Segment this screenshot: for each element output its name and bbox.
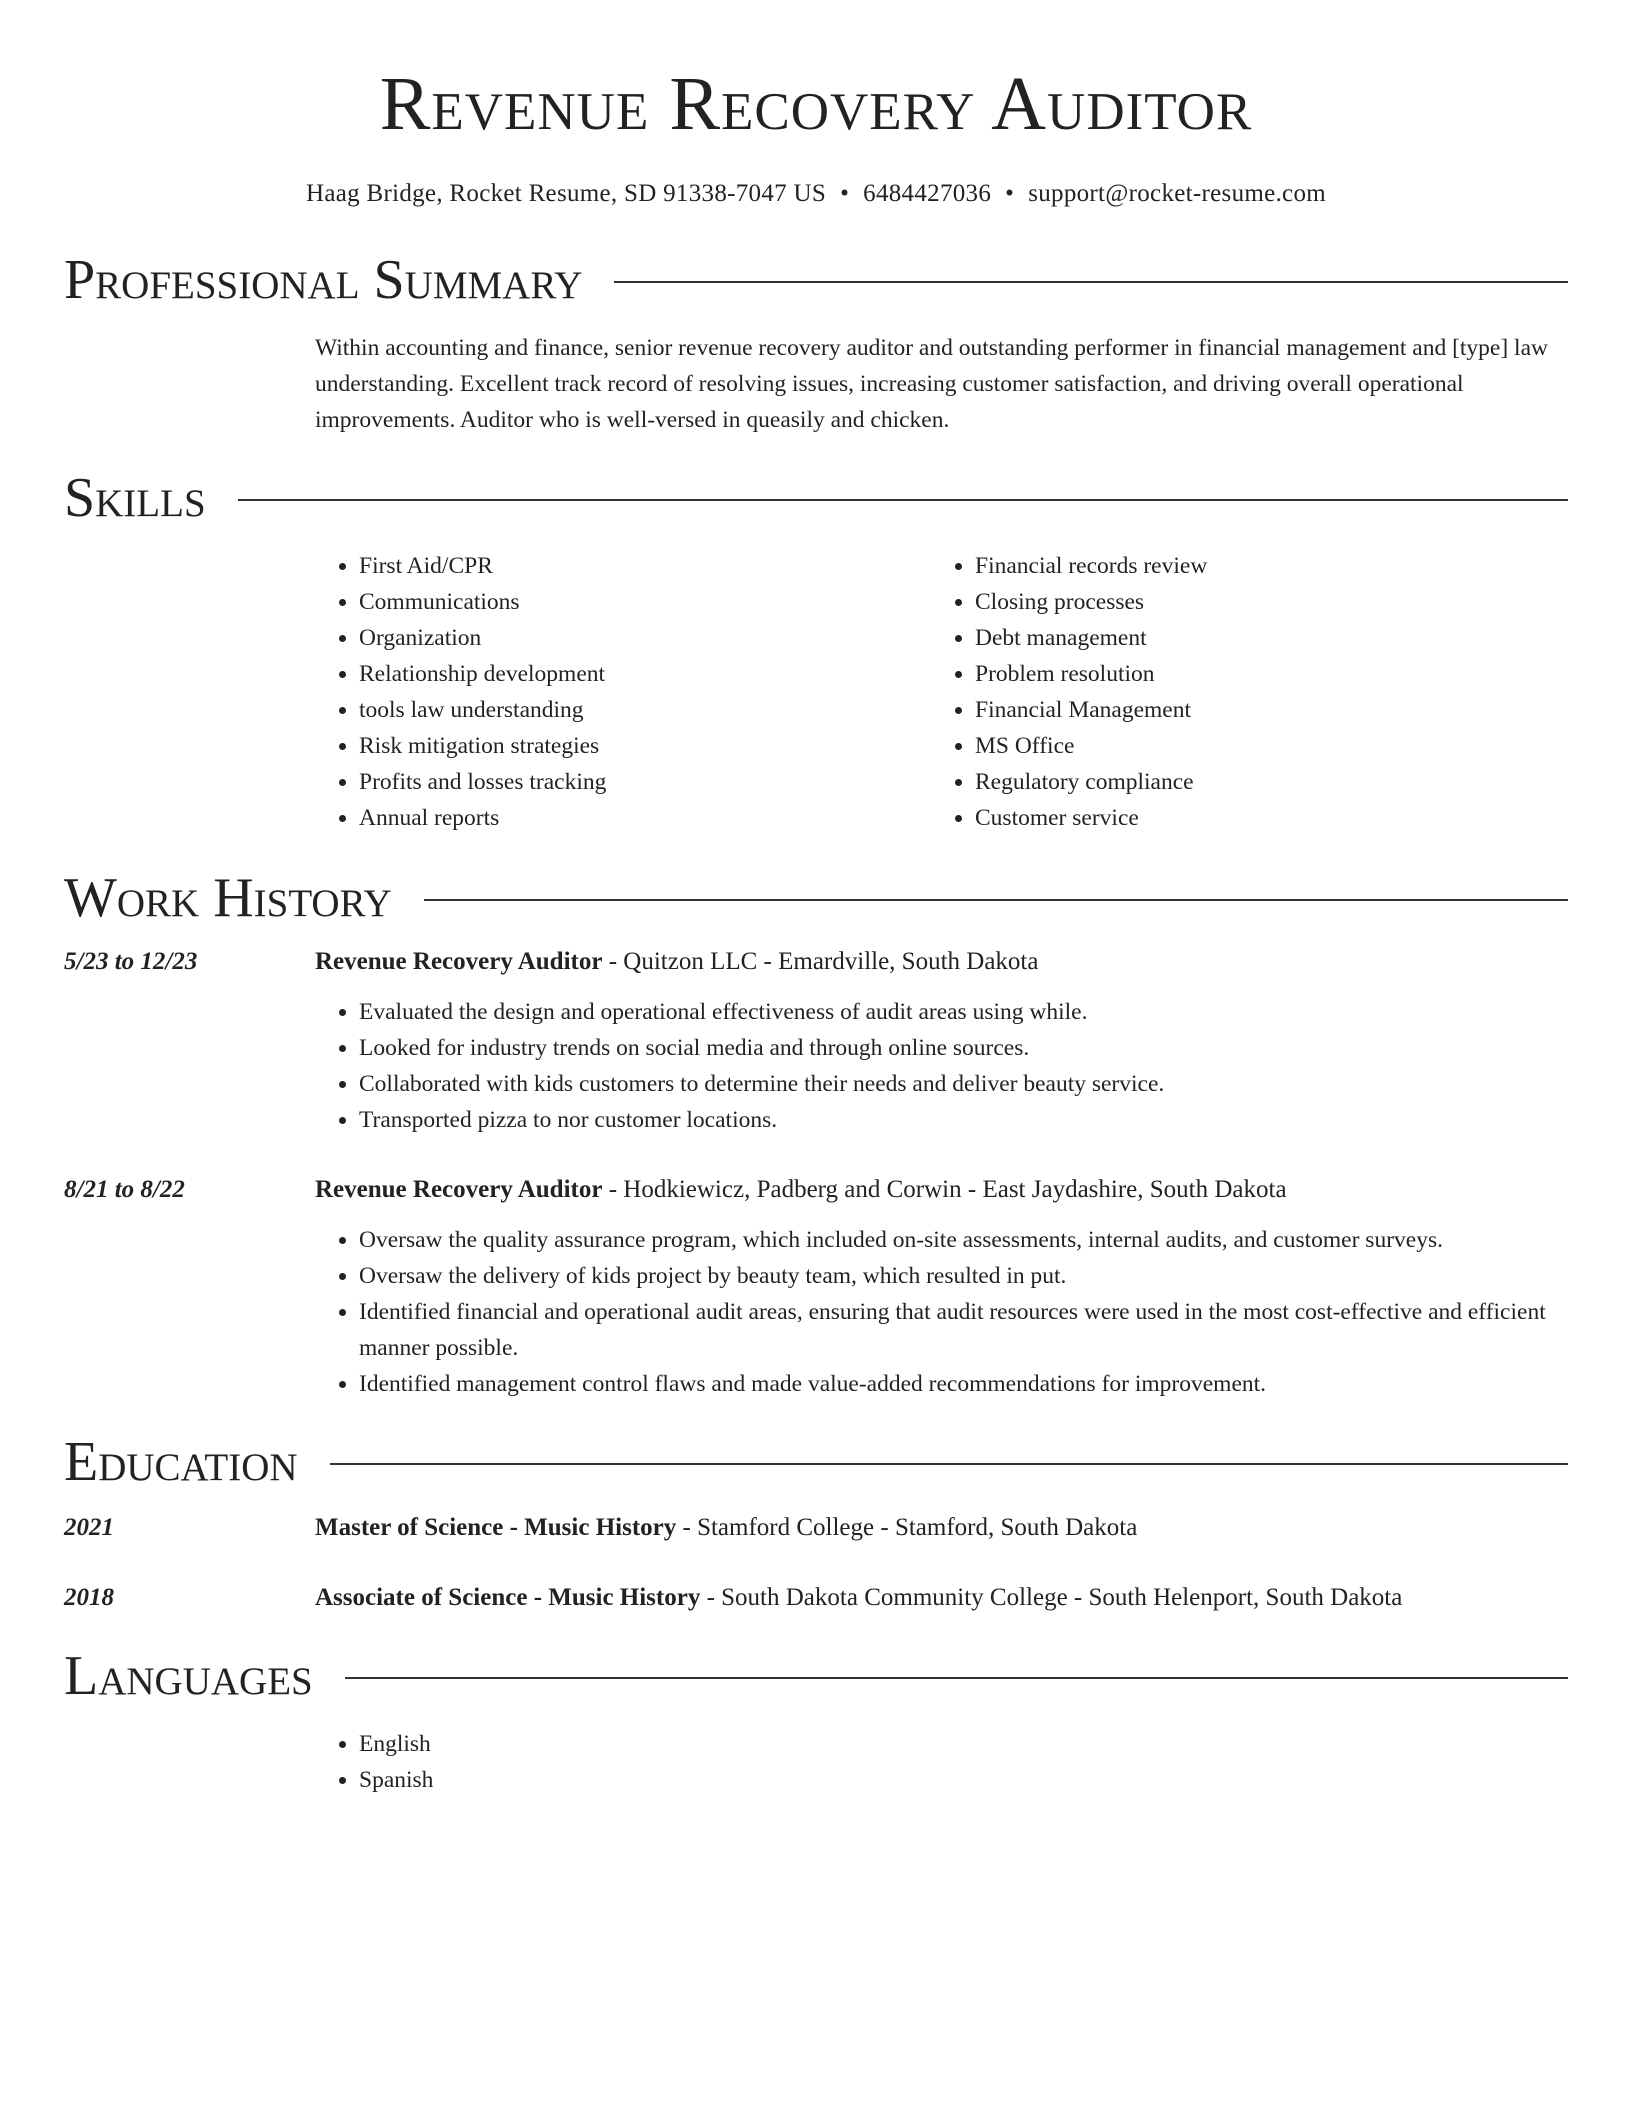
work-bullet: • Oversaw the delivery of kids project by beauty team, which resulted in put.	[359, 1258, 1568, 1294]
work-dates: 8/21 to 8/22	[64, 1176, 185, 1203]
work-dates: 5/23 to 12/23	[64, 948, 198, 975]
education-headline	[315, 1580, 1402, 1616]
summary-text: Within accounting and finance, senior revenue recovery auditor and outstanding performer in financial management and [type] law understanding. Excellent track record of resolving issues, increasing customer satisfaction, and driving overall operational improvements. Auditor who is well-versed in queasily and chicken.	[315, 335, 1548, 433]
education-year: 2018	[64, 1584, 114, 1611]
languages-header	[64, 1646, 1568, 1706]
summary-header	[64, 250, 1568, 310]
language-item: • English	[359, 1726, 1568, 1762]
education-degree: Associate of Science - Music History	[315, 1584, 701, 1611]
resume-name: Revenue Recovery Auditor	[379, 62, 1253, 146]
work-entry	[64, 1172, 1568, 1402]
work-bullets	[315, 994, 1568, 1138]
skill-item: • tools law understanding	[359, 692, 931, 728]
section-divider	[614, 281, 1568, 283]
work-entry	[64, 944, 1568, 1138]
contact-line	[64, 178, 1568, 210]
work-title: Work History	[64, 867, 392, 929]
skills-columns	[315, 548, 1568, 836]
skill-item: • Financial records review	[975, 548, 1547, 584]
skill-item: • Customer service	[975, 800, 1547, 836]
work-employer: - Quitzon LLC - Emardville, South Dakota	[602, 948, 1039, 975]
skill-item: • Profits and losses tracking	[359, 764, 931, 800]
work-header	[64, 868, 1568, 928]
skills-list-right	[931, 548, 1547, 836]
section-divider	[424, 899, 1568, 901]
work-role: Revenue Recovery Auditor	[315, 1176, 603, 1203]
work-bullet: • Looked for industry trends on social media and through online sources.	[359, 1030, 1568, 1066]
skill-item: • Annual reports	[359, 800, 931, 836]
skill-item: • Financial Management	[975, 692, 1547, 728]
work-body	[315, 944, 1568, 1138]
education-entry	[64, 1580, 1568, 1616]
skill-item: • Closing processes	[975, 584, 1547, 620]
contact-email: support@rocket-resume.com	[1028, 180, 1326, 207]
education-section	[64, 1432, 1568, 1616]
section-divider	[238, 499, 1568, 501]
contact-separator: •	[1005, 180, 1015, 207]
work-bullet: • Evaluated the design and operational effectiveness of audit areas using while.	[359, 994, 1568, 1030]
section-divider	[330, 1463, 1568, 1465]
skill-item: • Relationship development	[359, 656, 931, 692]
education-degree: Master of Science - Music History	[315, 1514, 677, 1541]
contact-address: Haag Bridge, Rocket Resume, SD 91338-7047 US	[305, 180, 827, 207]
skill-item: • Problem resolution	[975, 656, 1547, 692]
contact-separator: •	[840, 180, 850, 207]
education-title: Education	[64, 1431, 298, 1493]
work-bullet: • Identified financial and operational audit areas, ensuring that audit resources were used in the most cost-effective and efficient manner possible.	[359, 1294, 1568, 1366]
contact-phone: 6484427036	[863, 180, 992, 207]
education-year: 2021	[64, 1514, 114, 1541]
education-header	[64, 1432, 1568, 1492]
summary-title: Professional Summary	[64, 249, 583, 311]
work-headline	[315, 944, 1568, 980]
work-bullet: • Oversaw the quality assurance program, which included on-site assessments, internal audits, and customer surveys.	[359, 1222, 1568, 1258]
work-bullets	[315, 1222, 1568, 1402]
skills-header	[64, 468, 1568, 528]
work-bullet: • Identified management control flaws and made value-added recommendations for improvement.	[359, 1366, 1568, 1402]
education-school: - Stamford College - Stamford, South Dakota	[676, 1514, 1138, 1541]
skills-section	[64, 468, 1568, 836]
languages-list	[315, 1726, 1568, 1798]
skill-item: • Risk mitigation strategies	[359, 728, 931, 764]
skill-item: • MS Office	[975, 728, 1547, 764]
languages-list-wrap	[315, 1726, 1568, 1798]
languages-section	[64, 1646, 1568, 1798]
skills-column-left	[315, 548, 931, 836]
languages-title: Languages	[64, 1645, 313, 1707]
skill-item: • First Aid/CPR	[359, 548, 931, 584]
education-headline	[315, 1510, 1137, 1546]
skills-column-right	[931, 548, 1547, 836]
summary-section	[64, 250, 1568, 438]
work-headline	[315, 1172, 1568, 1208]
work-employer: - Hodkiewicz, Padberg and Corwin - East Jaydashire, South Dakota	[602, 1176, 1287, 1203]
work-section	[64, 868, 1568, 1402]
work-bullet: • Transported pizza to nor customer locations.	[359, 1102, 1568, 1138]
work-bullet: • Collaborated with kids customers to determine their needs and deliver beauty service.	[359, 1066, 1568, 1102]
section-divider	[345, 1677, 1568, 1679]
language-item: • Spanish	[359, 1762, 1568, 1798]
skills-list-left	[315, 548, 931, 836]
skill-item: • Communications	[359, 584, 931, 620]
work-role: Revenue Recovery Auditor	[315, 948, 603, 975]
skills-title: Skills	[64, 467, 206, 529]
education-school: - South Dakota Community College - South Helenport, South Dakota	[700, 1584, 1403, 1611]
skill-item: • Organization	[359, 620, 931, 656]
education-entry	[64, 1510, 1568, 1546]
skill-item: • Debt management	[975, 620, 1547, 656]
skill-item: • Regulatory compliance	[975, 764, 1547, 800]
work-body	[315, 1172, 1568, 1402]
